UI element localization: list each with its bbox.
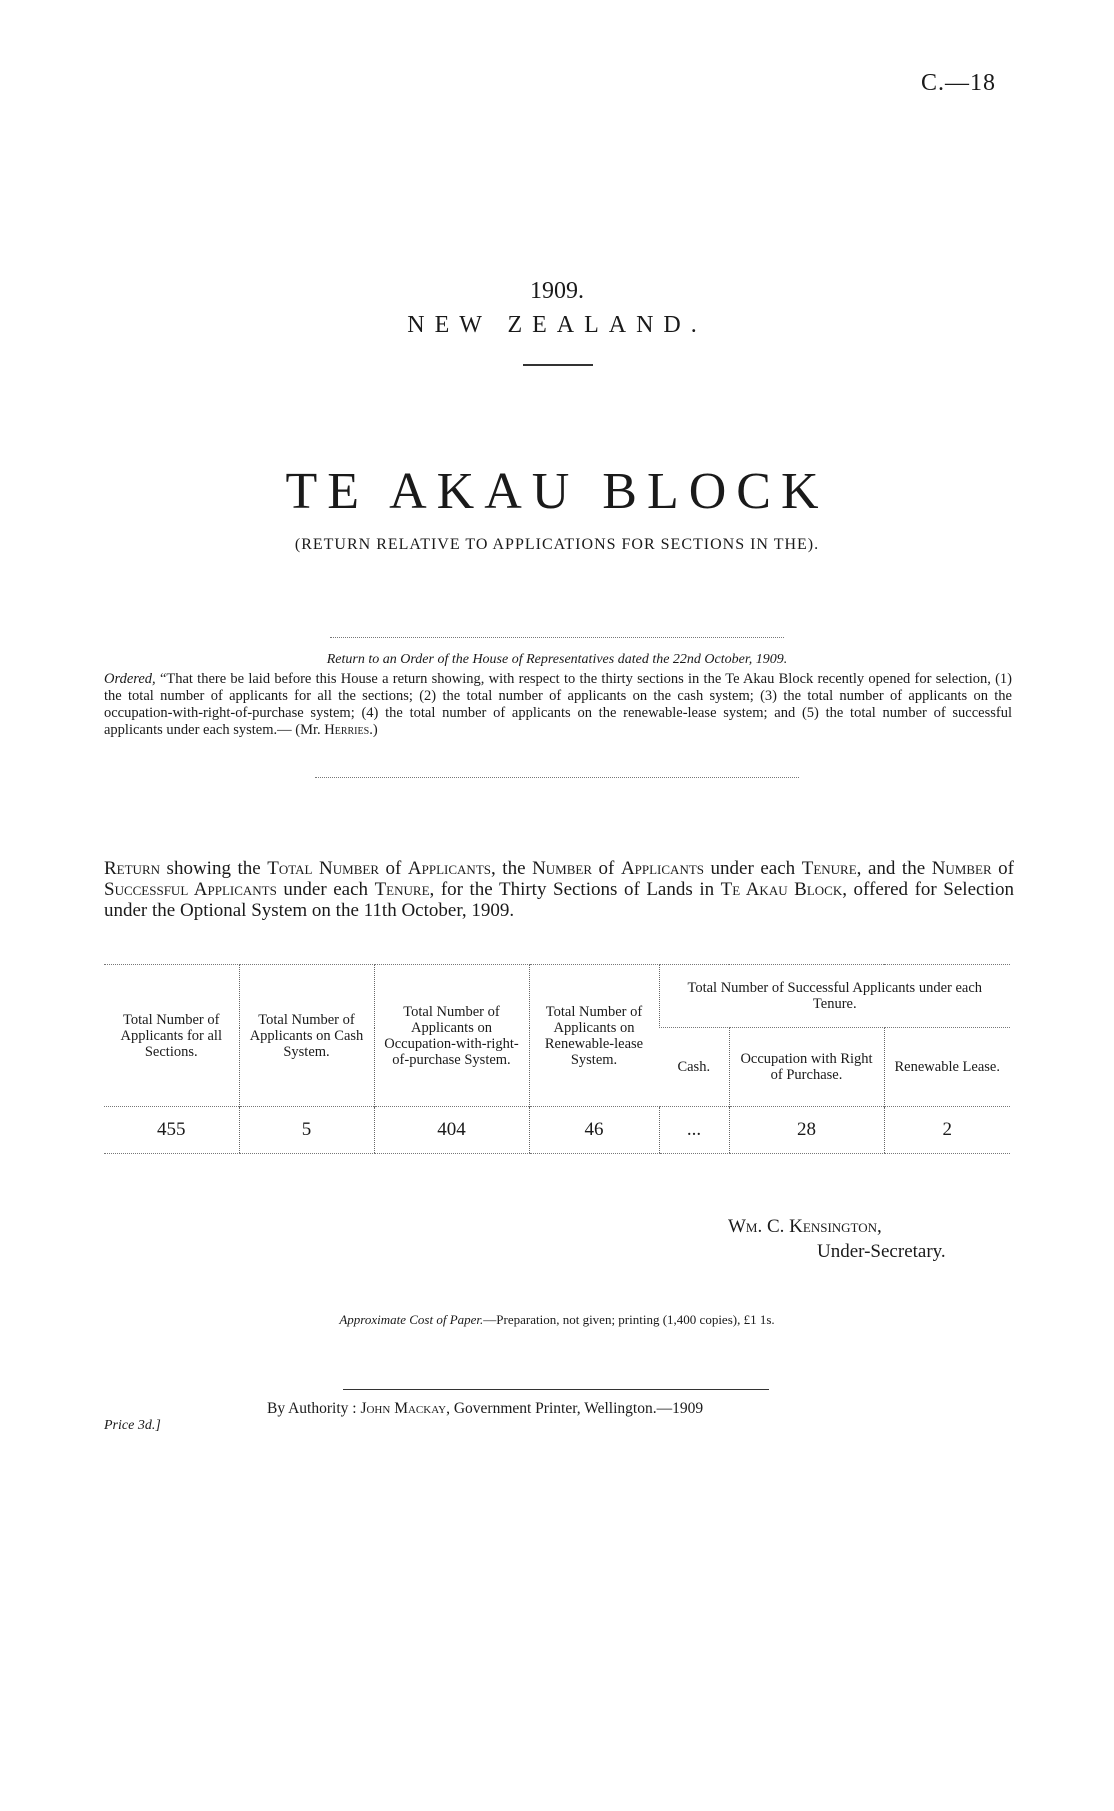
heading-word: Successful Applicants — [104, 879, 277, 900]
cell-successful-renewable: 2 — [884, 1107, 1010, 1154]
heading-word: Tenure — [801, 858, 857, 879]
order-intro: Return to an Order of the House of Representatives dated the 22nd October, 1909. — [326, 652, 788, 667]
cost-label: Approximate Cost of Paper. — [339, 1312, 484, 1327]
heading-text: , and the — [856, 858, 932, 879]
ordered-closing: .) — [369, 722, 378, 738]
heading-text: , for the Thirty Sections of Lands in — [429, 879, 721, 900]
ordered-label: Ordered, — [104, 671, 156, 687]
heading-word: Te Akau Block — [720, 879, 843, 900]
return-heading — [104, 858, 1014, 921]
heading-text: , offered for Selection under the Optional System on the 11th October, 1909. — [104, 879, 1014, 921]
footer-divider — [343, 1389, 769, 1390]
signatory-title: Under-Secretary. — [817, 1241, 946, 1262]
country-name: NEW ZEALAND. — [407, 312, 707, 338]
cost-line — [0, 1312, 1114, 1328]
header-successful-occupation: Occupation with Right of Purchase. — [729, 1028, 884, 1107]
document-title: TE AKAU BLOCK — [285, 463, 829, 520]
header-total-all: Total Number of Applicants for all Sections. — [104, 965, 239, 1107]
ordered-paragraph — [104, 671, 1012, 739]
header-occupation: Total Number of Applicants on Occupation-with-right-of-purchase System. — [374, 965, 529, 1107]
heading-word: Number — [532, 858, 593, 879]
ordered-text: “That there be laid before this House a return showing, with respect to the thirty sections in the Te Akau Block recently opened for selection, (1) the total number of applicants for all the sections; (2) the total number of applicants on the cash system; (3) the total number of applicants on the occupation-with-right-of-purchase system; (4) the total number of applicants on the renewable-lease system; and (5) the total number of successful applicants under each system.— (Mr. — [104, 671, 1012, 738]
title-divider — [523, 364, 593, 366]
cell-renewable: 46 — [529, 1107, 659, 1154]
cell-occupation: 404 — [374, 1107, 529, 1154]
heading-word: Applicants — [407, 858, 491, 879]
order-top-divider — [330, 637, 784, 638]
header-successful-renewable: Renewable Lease. — [884, 1028, 1010, 1107]
authority-prefix: By Authority : — [267, 1400, 361, 1417]
cell-total-all: 455 — [104, 1107, 239, 1154]
heading-text: under each — [276, 879, 375, 900]
cell-successful-cash: ... — [659, 1107, 729, 1154]
heading-word: Total Number — [267, 858, 379, 879]
header-renewable: Total Number of Applicants on Renewable-lease System. — [529, 965, 659, 1107]
mover-name: Herries — [324, 722, 370, 738]
header-cash: Total Number of Applicants on Cash System. — [239, 965, 374, 1107]
cost-text: —Preparation, not given; printing (1,400 copies), £1 1s. — [483, 1312, 775, 1327]
heading-text: of — [379, 858, 408, 879]
header-successful-cash: Cash. — [677, 1059, 711, 1075]
heading-text: , the — [491, 858, 533, 879]
heading-word: Applicants — [620, 858, 705, 879]
cell-successful-occupation: 28 — [729, 1107, 884, 1154]
cell-cash: 5 — [239, 1107, 374, 1154]
table-row — [104, 1107, 1010, 1154]
paper-reference: C.—18 — [920, 70, 996, 96]
heading-text: showing the — [160, 858, 268, 879]
heading-text: of — [991, 858, 1015, 879]
signatory-name: Wm. C. Kensington, — [728, 1216, 882, 1237]
results-table — [104, 964, 1010, 1154]
authority-suffix: , Government Printer, Wellington.—1909 — [446, 1400, 704, 1417]
price-label: Price 3d.] — [104, 1418, 161, 1433]
authority-line — [267, 1400, 703, 1418]
heading-text: of — [592, 858, 621, 879]
heading-word: Number — [931, 858, 992, 879]
document-subtitle: (RETURN RELATIVE TO APPLICATIONS FOR SECTIONS IN THE). — [294, 536, 820, 553]
header-successful: Total Number of Successful Applicants under each Tenure. — [659, 965, 1010, 1028]
heading-word: Return — [104, 858, 161, 879]
order-bottom-divider — [315, 777, 799, 778]
printer-name: John Mackay — [360, 1400, 447, 1417]
heading-word: Tenure — [374, 879, 430, 900]
document-year: 1909. — [530, 278, 584, 304]
heading-text: under each — [704, 858, 802, 879]
